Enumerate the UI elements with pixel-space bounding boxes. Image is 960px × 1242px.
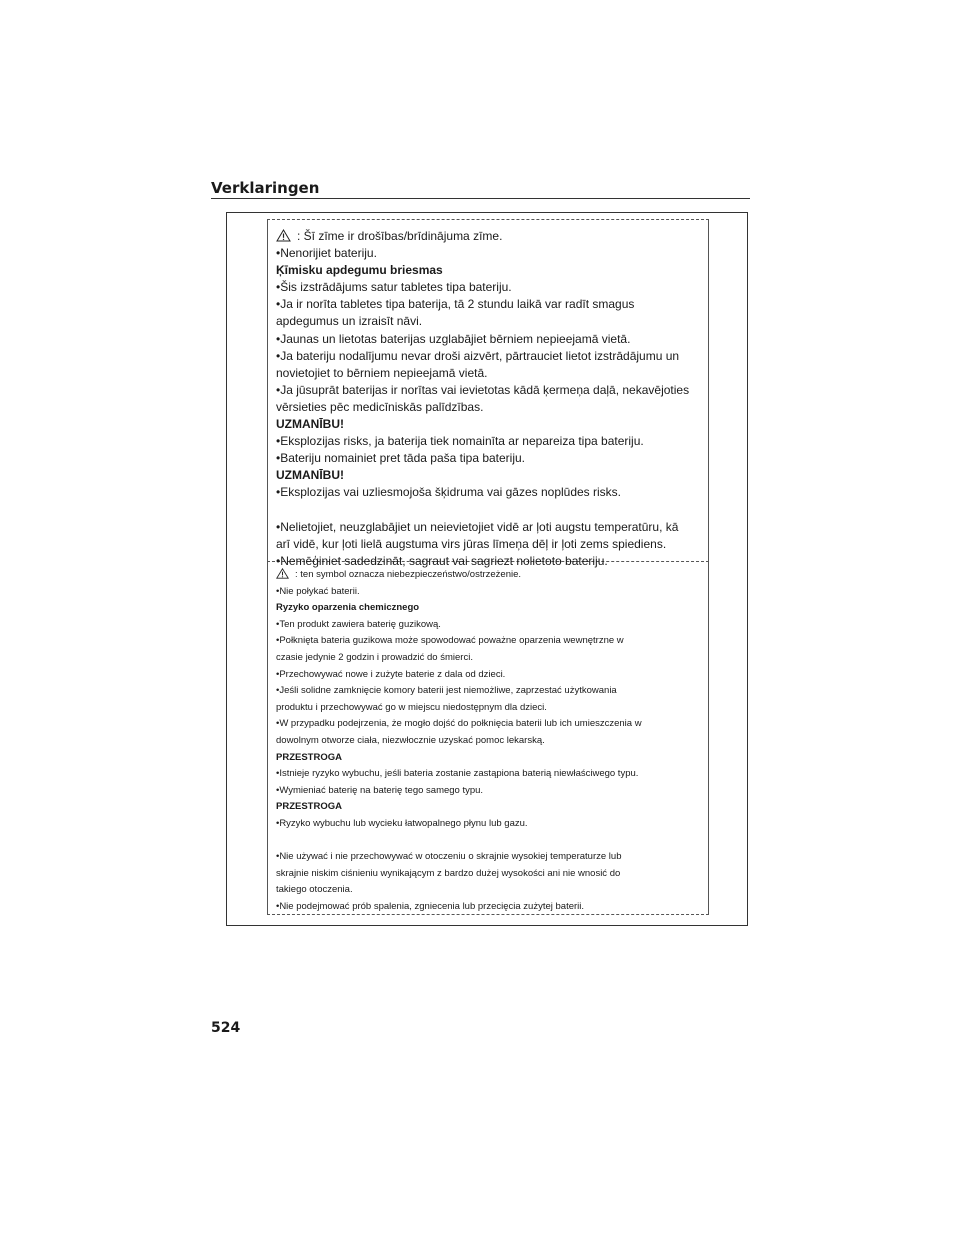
latvian-warning-symbol-line bbox=[276, 228, 702, 245]
text-line: •Šis izstrādājums satur tabletes tipa bateriju. bbox=[276, 280, 512, 295]
text-line: •Ryzyko wybuchu lub wycieku łatwopalnego płynu lub gazu. bbox=[276, 817, 528, 829]
section-heading: PRZESTROGA bbox=[276, 801, 342, 813]
section-heading: PRZESTROGA bbox=[276, 751, 342, 763]
polish-text-lines bbox=[276, 584, 702, 916]
section-heading: Ķīmisku apdegumu briesmas bbox=[276, 263, 443, 278]
text-line: novietojiet to bērniem nepieejamā vietā. bbox=[276, 365, 488, 380]
blank-line bbox=[276, 502, 702, 519]
text-line: •Istnieje ryzyko wybuchu, jeśli bateria zostanie zastąpiona baterią niewłaściwego typu. bbox=[276, 768, 639, 780]
section-title: Verklaringen bbox=[211, 179, 320, 197]
polish-warning-symbol-line bbox=[276, 567, 702, 584]
text-line: •Ten produkt zawiera baterię guzikową. bbox=[276, 618, 441, 630]
polish-warning-symbol-text: : ten symbol oznacza niebezpieczeństwo/ostrzeżenie. bbox=[295, 569, 522, 580]
text-line: •Wymieniać baterię na baterię tego samego typu. bbox=[276, 784, 484, 796]
latvian-battery-warning bbox=[267, 219, 709, 568]
warning-triangle-icon bbox=[276, 568, 289, 579]
text-line: takiego otoczenia. bbox=[276, 884, 353, 896]
text-line: czasie jedynie 2 godzin i prowadzić do śmierci. bbox=[276, 651, 473, 663]
warning-triangle-icon bbox=[276, 229, 291, 242]
text-line: •Ja ir norīta tabletes tipa baterija, tā 2 stundu laikā var radīt smagus bbox=[276, 297, 635, 312]
blank-line bbox=[276, 833, 702, 850]
text-line: •Ja bateriju nodalījumu nevar droši aizvērt, pārtrauciet lietot izstrādājumu un bbox=[276, 348, 680, 363]
text-line: •W przypadku podejrzenia, że mogło dojść do połknięcia baterii lub ich umieszczenia w bbox=[276, 718, 642, 730]
text-line: •Nenorijiet bateriju. bbox=[276, 246, 377, 261]
text-line: •Eksplozijas vai uzliesmojoša šķidruma vai gāzes noplūdes risks. bbox=[276, 485, 622, 500]
text-line: •Nie używać i nie przechowywać w otoczeniu o skrajnie wysokiej temperaturze lub bbox=[276, 851, 622, 863]
text-line: •Ja jūsuprāt baterijas ir norītas vai ievietotas kādā ķermeņa daļā, nekavējoties bbox=[276, 382, 690, 397]
text-line: •Nie połykać baterii. bbox=[276, 585, 360, 597]
text-line: •Jaunas un lietotas baterijas uzglabājiet bērniem nepieejamā vietā. bbox=[276, 331, 631, 346]
text-line: arī vidē, kur ļoti lielā augstuma virs jūras līmeņa dēļ ir ļoti zems spiediens. bbox=[276, 536, 667, 551]
text-line: •Nie podejmować prób spalenia, zgniecenia lub przecięcia zużytej baterii. bbox=[276, 900, 585, 912]
section-heading: UZMANĪBU! bbox=[276, 417, 344, 432]
text-line: •Nelietojiet, neuzglabājiet un neievietojiet vidē ar ļoti augstu temperatūru, kā bbox=[276, 519, 679, 534]
text-line: •Bateriju nomainiet pret tāda paša tipa bateriju. bbox=[276, 451, 526, 466]
latvian-warning-symbol-text: : Šī zīme ir drošības/brīdinājuma zīme. bbox=[297, 229, 503, 243]
text-line: apdegumus un izraisīt nāvi. bbox=[276, 314, 423, 329]
text-line: produktu i przechowywać go w miejscu niedostępnym dla dzieci. bbox=[276, 701, 547, 713]
title-rule bbox=[211, 198, 750, 199]
page-number: 524 bbox=[211, 1020, 241, 1036]
text-line: vērsieties pēc medicīniskās palīdzības. bbox=[276, 399, 484, 414]
text-line: •Nemēģiniet sadedzināt, sagraut vai sagriezt nolietoto bateriju. bbox=[276, 553, 608, 568]
text-line: •Eksplozijas risks, ja baterija tiek nomainīta ar nepareiza tipa bateriju. bbox=[276, 434, 644, 449]
text-line: •Przechowywać nowe i zużyte baterie z dala od dzieci. bbox=[276, 668, 506, 680]
text-line: skrajnie niskim ciśnieniu wynikającym z bardzo dużej wysokości ani nie wnosić do bbox=[276, 867, 621, 879]
latvian-text-lines bbox=[276, 245, 702, 570]
section-heading: UZMANĪBU! bbox=[276, 468, 344, 483]
text-line: dowolnym otworze ciała, niezwłocznie uzyskać pomoc lekarską. bbox=[276, 734, 545, 746]
text-line: •Połknięta bateria guzikowa może spowodować poważne oparzenia wewnętrzne w bbox=[276, 635, 624, 647]
section-heading: Ryzyko oparzenia chemicznego bbox=[276, 602, 420, 614]
polish-battery-warning bbox=[267, 562, 709, 915]
text-line: •Jeśli solidne zamknięcie komory baterii jest niemożliwe, zaprzestać użytkowania bbox=[276, 685, 617, 697]
